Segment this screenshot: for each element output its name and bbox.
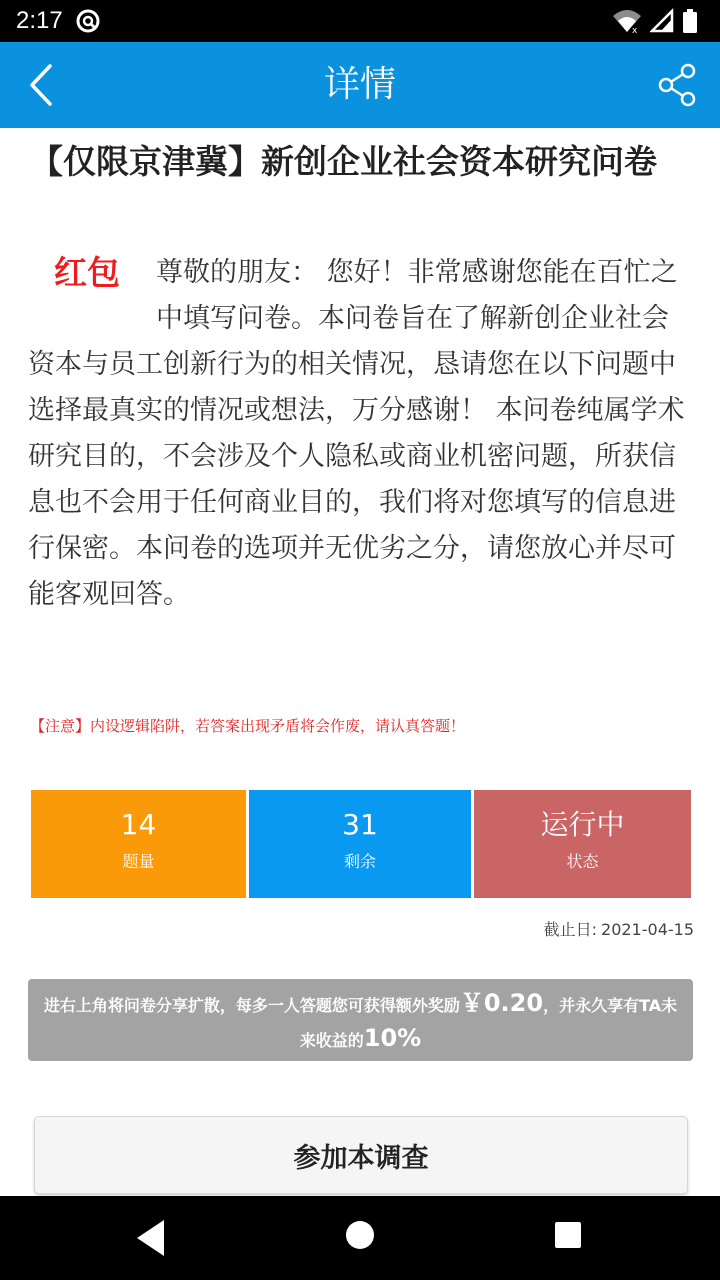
nav-home-icon[interactable]	[346, 1221, 374, 1249]
stat-label: 剩余	[343, 852, 376, 871]
status-bar	[0, 0, 720, 42]
nav-recents-icon[interactable]	[555, 1222, 581, 1248]
survey-stats	[31, 790, 691, 898]
share-reward-banner	[28, 979, 693, 1061]
app-bar	[0, 42, 720, 128]
wifi-icon	[612, 8, 642, 34]
survey-intro	[28, 250, 693, 618]
stat-remaining	[249, 790, 471, 898]
warning-notice: 【注意】内设逻辑陷阱，若答案出现矛盾将会作废，请认真答题！	[30, 717, 466, 735]
nav-back-icon[interactable]	[134, 1218, 168, 1258]
survey-title: 【仅限京津冀】新创企业社会资本研究问卷	[30, 142, 657, 181]
status-right	[612, 8, 698, 34]
share-button[interactable]	[654, 62, 700, 108]
status-time: 2:17	[16, 7, 63, 34]
data-saver-icon	[75, 8, 101, 34]
cell-signal-icon	[650, 8, 674, 34]
redpacket-badge: 红包	[54, 253, 120, 292]
battery-icon	[682, 8, 698, 34]
stat-label: 状态	[566, 852, 599, 871]
deadline-date: 2021-04-15	[601, 920, 694, 939]
survey-intro-text: 尊敬的朋友： 您好！非常感谢您能在百忙之中填写问卷。本问卷旨在了解新创企业社会资本与员工创新行为的相关情况，恳请您在以下问题中选择最真实的情况或想法，万分感谢！ 本问卷纯属学术研究目的，不会涉及个人隐私或商业机密问题，所获信息也不会用于任何商业目的，我们将对您填写的信息进行保密。本问卷的选项并无优劣之分，请您放心并尽可能客观回答。	[28, 257, 685, 610]
stat-value: 14	[120, 808, 157, 841]
stat-status	[474, 790, 691, 898]
svg-text:x: x	[632, 26, 638, 34]
promo-text-2: ，并永久享有TA未来收益的	[299, 996, 678, 1050]
stat-question-count	[31, 790, 246, 898]
stat-label: 题量	[122, 852, 155, 871]
stat-value: 运行中	[540, 808, 625, 841]
system-nav-bar	[0, 1196, 720, 1280]
promo-percent: 10%	[363, 1024, 422, 1052]
stat-value: 31	[342, 808, 378, 841]
page-title: 详情	[323, 64, 396, 105]
promo-text-1: 进右上角将问卷分享扩散，每多一人答题您可获得额外奖励	[43, 996, 460, 1015]
promo-amount: ￥0.20	[459, 989, 544, 1017]
join-survey-button[interactable]: 参加本调查	[34, 1116, 688, 1194]
deadline	[540, 918, 694, 942]
deadline-label: 截止日:	[543, 920, 598, 939]
share-icon	[654, 62, 700, 108]
status-left	[16, 7, 101, 35]
